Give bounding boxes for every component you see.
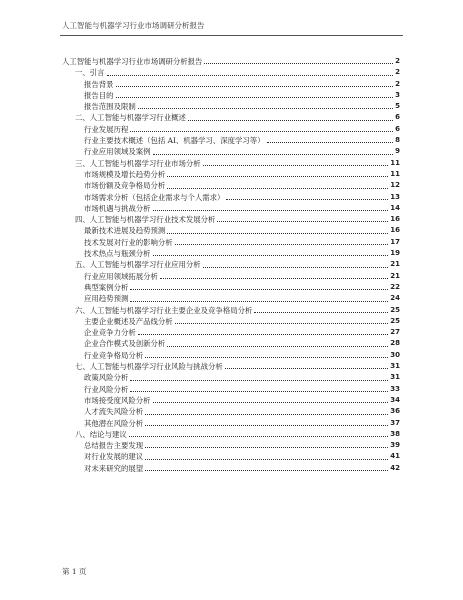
toc-dot-leader <box>167 233 388 234</box>
toc-entry-title: 市场需求分析（包括企业需求与个人需求） <box>84 192 225 202</box>
toc-entry-page-number: 42 <box>390 463 400 472</box>
toc-entry-page-number: 31 <box>390 362 400 371</box>
toc-entry-title: 应用趋势预测 <box>84 294 129 304</box>
toc-entry-title: 五、人工智能与机器学习行业应用分析 <box>75 260 201 270</box>
toc-entry-title: 企业竞争力分析 <box>84 328 136 338</box>
toc-dot-leader <box>130 289 388 290</box>
toc-dot-leader <box>107 75 394 76</box>
toc-entry-title: 行业风险分析 <box>84 384 129 394</box>
toc-dot-leader <box>130 391 388 392</box>
toc-entry[interactable] <box>62 135 400 146</box>
toc-entry-page-number: 11 <box>390 158 400 167</box>
toc-entry-page-number: 27 <box>390 328 400 337</box>
toc-entry-title: 一、引言 <box>75 68 105 78</box>
toc-entry[interactable] <box>62 67 400 78</box>
toc-entry-page-number: 11 <box>390 169 400 178</box>
toc-entry-title: 行业应用领域拓展分析 <box>84 271 158 281</box>
toc-entry-page-number: 19 <box>390 249 400 258</box>
toc-dot-leader <box>175 323 389 324</box>
toc-entry-page-number: 5 <box>395 102 400 111</box>
toc-entry[interactable] <box>62 214 400 225</box>
toc-dot-leader <box>130 131 393 132</box>
toc-entry-title: 行业发展历程 <box>84 124 129 134</box>
toc-dot-leader <box>153 255 389 256</box>
toc-dot-leader <box>254 312 388 313</box>
toc-entry-page-number: 30 <box>390 350 400 359</box>
toc-entry-title: 企业合作模式及创新分析 <box>84 339 166 349</box>
toc-entry[interactable] <box>62 440 400 451</box>
toc-entry-title: 对行业发展的建议 <box>84 452 144 462</box>
toc-entry-page-number: 25 <box>390 316 400 325</box>
toc-entry-title: 主要企业概述及产品线分析 <box>84 316 173 326</box>
toc-entry-page-number: 22 <box>390 282 400 291</box>
toc-entry-page-number: 37 <box>390 418 400 427</box>
toc-dot-leader <box>153 210 389 211</box>
toc-dot-leader <box>225 368 388 369</box>
toc-entry-page-number: 16 <box>390 226 400 235</box>
toc-entry-page-number: 41 <box>390 452 400 461</box>
toc-entry[interactable] <box>62 282 400 293</box>
toc-entry-page-number: 6 <box>395 124 400 133</box>
toc-entry-title: 六、人工智能与机器学习行业主要企业及竞争格局分析 <box>75 305 253 315</box>
toc-entry-title: 二、人工智能与机器学习行业概述 <box>75 113 186 123</box>
toc-entry[interactable] <box>62 451 400 462</box>
toc-entry-page-number: 33 <box>390 384 400 393</box>
header-divider <box>60 35 403 36</box>
toc-entry-page-number: 16 <box>390 215 400 224</box>
toc-entry-page-number: 12 <box>390 181 400 190</box>
toc-entry-page-number: 9 <box>395 147 400 156</box>
toc-entry-title: 总结报告主要发现 <box>84 441 144 451</box>
toc-entry-title: 人工智能与机器学习行业市场调研分析报告 <box>62 57 203 66</box>
toc-entry-page-number: 31 <box>390 373 400 382</box>
toc-entry-page-number: 39 <box>390 441 400 450</box>
toc-entry-page-number: 2 <box>395 57 400 65</box>
toc-dot-leader <box>129 436 389 437</box>
toc-dot-leader <box>153 402 389 403</box>
toc-entry-title: 四、人工智能与机器学习行业技术发展分析 <box>75 215 216 225</box>
running-header: 人工智能与机器学习行业市场调研分析报告 <box>62 21 205 30</box>
toc-entry[interactable] <box>62 79 400 90</box>
toc-dot-leader <box>145 414 388 415</box>
toc-entry-title: 市场机遇与挑战分析 <box>84 203 151 213</box>
toc-dot-leader <box>145 447 388 448</box>
toc-entry-title: 报告背景 <box>84 79 114 89</box>
toc-entry[interactable] <box>62 101 400 112</box>
toc-dot-leader <box>145 470 388 471</box>
toc-entry[interactable] <box>62 429 400 440</box>
toc-entry[interactable] <box>62 192 400 203</box>
toc-entry-page-number: 8 <box>395 136 400 145</box>
toc-entry[interactable] <box>62 271 400 282</box>
toc-entry[interactable] <box>62 305 400 316</box>
toc-entry[interactable] <box>62 372 400 383</box>
toc-entry-title: 报告目的 <box>84 90 114 100</box>
toc-entry-page-number: 36 <box>390 407 400 416</box>
toc-entry[interactable] <box>62 406 400 417</box>
toc-entry[interactable] <box>62 203 400 214</box>
toc-dot-leader <box>203 267 389 268</box>
toc-entry-page-number: 2 <box>395 68 400 77</box>
toc-entry[interactable] <box>62 169 400 180</box>
toc-entry-page-number: 21 <box>390 260 400 269</box>
toc-dot-leader <box>153 154 394 155</box>
toc-entry[interactable] <box>62 316 400 327</box>
toc-entry-title: 技术热点与瓶颈分析 <box>84 249 151 259</box>
toc-dot-leader <box>226 199 388 200</box>
toc-entry-title: 人才流失风险分析 <box>84 407 144 417</box>
toc-entry-title: 政策风险分析 <box>84 373 129 383</box>
toc-entry[interactable] <box>62 56 400 67</box>
toc-entry-page-number: 13 <box>390 192 400 201</box>
toc-dot-leader <box>175 244 389 245</box>
toc-entry[interactable] <box>62 418 400 429</box>
toc-entry-page-number: 6 <box>395 113 400 122</box>
toc-dot-leader <box>138 334 389 335</box>
toc-dot-leader <box>167 176 388 177</box>
toc-dot-leader <box>130 380 388 381</box>
toc-entry-page-number: 25 <box>390 305 400 314</box>
toc-dot-leader <box>204 63 393 64</box>
toc-entry-title: 报告范围及限制 <box>84 102 136 112</box>
toc-dot-leader <box>116 86 394 87</box>
toc-entry[interactable] <box>62 225 400 236</box>
toc-entry[interactable] <box>62 237 400 248</box>
toc-entry-title: 市场份额及竞争格局分析 <box>84 181 166 191</box>
toc-entry-title: 其他潜在风险分析 <box>84 418 144 428</box>
toc-entry-page-number: 38 <box>390 429 400 438</box>
toc-entry[interactable] <box>62 395 400 406</box>
toc-entry[interactable] <box>62 259 400 270</box>
toc-dot-leader <box>203 165 389 166</box>
toc-entry[interactable] <box>62 158 400 169</box>
toc-entry-title: 行业应用领域及案例 <box>84 147 151 157</box>
toc-entry[interactable] <box>62 180 400 191</box>
toc-entry[interactable] <box>62 463 400 474</box>
toc-entry-page-number: 24 <box>390 294 400 303</box>
toc-entry[interactable] <box>62 293 400 304</box>
toc-dot-leader <box>160 278 388 279</box>
toc-dot-leader <box>145 357 388 358</box>
toc-entry[interactable] <box>62 112 400 123</box>
toc-entry[interactable] <box>62 327 400 338</box>
toc-entry-title: 八、结论与建议 <box>75 429 127 439</box>
toc-entry-title: 七、人工智能与机器学习行业风险与挑战分析 <box>75 362 223 372</box>
toc-entry[interactable] <box>62 361 400 372</box>
toc-entry-title: 行业竞争格局分析 <box>84 350 144 360</box>
toc-dot-leader <box>167 346 388 347</box>
toc-entry[interactable] <box>62 146 400 157</box>
toc-entry-page-number: 34 <box>390 395 400 404</box>
toc-dot-leader <box>138 108 393 109</box>
toc-dot-leader <box>116 97 394 98</box>
toc-entry-page-number: 21 <box>390 271 400 280</box>
toc-dot-leader <box>217 221 388 222</box>
toc-entry-page-number: 2 <box>395 79 400 88</box>
toc-dot-leader <box>267 142 394 143</box>
toc-entry[interactable] <box>62 248 400 259</box>
toc-entry-page-number: 28 <box>390 339 400 348</box>
toc-entry[interactable] <box>62 124 400 135</box>
toc-entry-page-number: 17 <box>390 237 400 246</box>
toc-entry-page-number: 3 <box>395 90 400 99</box>
toc-entry[interactable] <box>62 350 400 361</box>
toc-dot-leader <box>145 459 388 460</box>
toc-entry-title: 典型案例分析 <box>84 282 129 292</box>
toc-entry-title: 三、人工智能与机器学习行业市场分析 <box>75 158 201 168</box>
toc-entry-title: 对未来研究的展望 <box>84 463 144 473</box>
toc-entry-page-number: 14 <box>390 203 400 212</box>
toc-entry[interactable] <box>62 384 400 395</box>
toc-dot-leader <box>130 301 388 302</box>
toc-entry-title: 市场规模及增长趋势分析 <box>84 169 166 179</box>
toc-entry[interactable] <box>62 90 400 101</box>
table-of-contents <box>62 56 400 474</box>
toc-entry-title: 市场接受度风险分析 <box>84 395 151 405</box>
toc-dot-leader <box>188 120 393 121</box>
toc-entry-title: 行业主要技术概述（包括 AI、机器学习、深度学习等） <box>84 136 265 146</box>
toc-entry-title: 技术发展对行业的影响分析 <box>84 237 173 247</box>
toc-dot-leader <box>167 188 388 189</box>
toc-dot-leader <box>145 425 388 426</box>
page-number: 第 1 页 <box>62 567 87 576</box>
toc-entry-title: 最新技术进展及趋势预测 <box>84 226 166 236</box>
toc-entry[interactable] <box>62 338 400 349</box>
